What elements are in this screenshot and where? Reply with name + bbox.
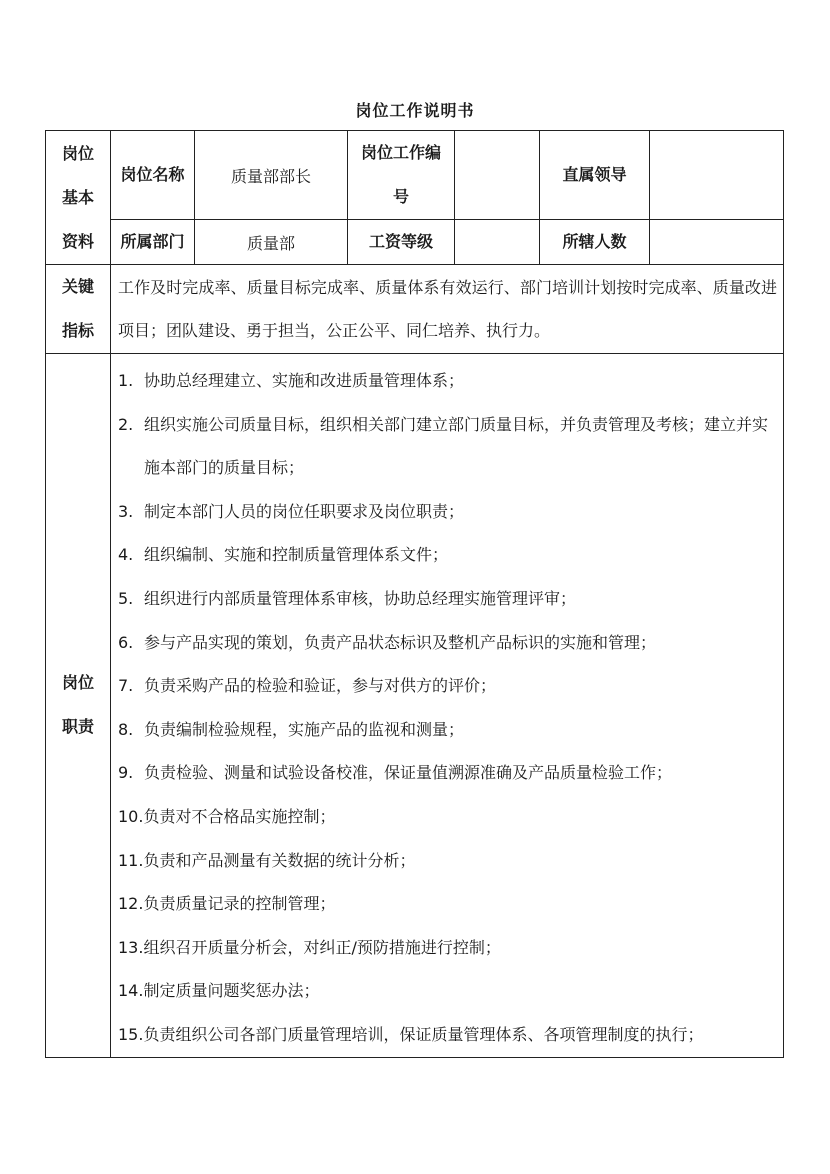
duty-text: 负责对不合格品实施控制； (143, 806, 336, 826)
salary-grade-value (455, 220, 540, 265)
kpi-row (46, 265, 784, 354)
duty-item (118, 708, 777, 752)
duty-item (118, 1013, 777, 1057)
basic-info-section-label (46, 131, 111, 265)
duty-text: 组织召开质量分析会，对纠正/预防措施进行控制； (143, 937, 501, 957)
duty-item (118, 533, 777, 577)
duty-item (118, 577, 777, 621)
duty-number: 3. (118, 501, 134, 521)
duties-list (118, 354, 777, 1057)
position-name-value: 质量部部长 (195, 131, 348, 220)
document-title: 岗位工作说明书 (355, 101, 475, 120)
duty-item (118, 926, 777, 970)
duty-text: 制定本部门人员的岗位任职要求及岗位职责； (144, 501, 465, 521)
duty-number: 4. (118, 545, 134, 565)
duty-text: 负责和产品测量有关数据的统计分析； (143, 850, 416, 870)
supervisor-value (650, 131, 784, 220)
basic-info-label-line1: 岗位 (61, 143, 94, 163)
duty-text: 协助总经理建立、实施和改进质量管理体系； (144, 371, 465, 390)
duty-text: 负责采购产品的检验和验证，参与对供方的评价； (144, 676, 497, 696)
duty-number: 11. (118, 850, 144, 870)
position-code-label-line2: 号 (392, 187, 409, 206)
duty-item (118, 751, 777, 795)
position-code-label (348, 131, 455, 220)
kpi-text: 工作及时完成率、质量目标完成率、质量体系有效运行、部门培训计划按时完成率、质量改进项目；团队建设、勇于担当，公正公平、同仁培养、执行力。 (111, 265, 784, 354)
duty-number: 14. (118, 981, 144, 1001)
duty-item (118, 664, 777, 708)
duties-section-label (46, 354, 111, 1058)
duty-number: 15. (118, 1024, 144, 1044)
duty-number: 1. (118, 371, 134, 390)
basic-info-label-line2: 基本 (61, 187, 94, 207)
kpi-label-line2: 指标 (61, 321, 94, 340)
duties-label-line2: 职责 (61, 717, 94, 737)
subordinates-value (650, 220, 784, 265)
duty-text: 组织进行内部质量管理体系审核，协助总经理实施管理评审； (144, 588, 577, 608)
duty-text: 组织编制、实施和控制质量管理体系文件； (144, 545, 449, 565)
duty-text: 负责检验、测量和试验设备校准，保证量值溯源准确及产品质量检验工作； (144, 763, 673, 783)
duty-text: 负责组织公司各部门质量管理培训，保证质量管理体系、各项管理制度的执行； (143, 1024, 704, 1044)
department-label: 所属部门 (111, 220, 195, 265)
kpi-label-line1: 关键 (61, 277, 94, 296)
duty-number: 5. (118, 588, 134, 608)
duty-number: 10. (118, 806, 144, 826)
subordinates-label: 所辖人数 (540, 220, 650, 265)
duty-text: 制定质量问题奖惩办法； (143, 981, 320, 1001)
duty-item (118, 969, 777, 1013)
position-code-value (455, 131, 540, 220)
duty-number: 7. (118, 676, 134, 696)
position-name-label: 岗位名称 (111, 131, 195, 220)
duty-item (118, 621, 777, 665)
duty-number: 9. (118, 763, 134, 783)
duty-item (118, 490, 777, 534)
duty-text: 参与产品实现的策划，负责产品状态标识及整机产品标识的实施和管理； (144, 632, 657, 652)
duties-row (46, 354, 784, 1058)
basic-info-row-2 (46, 220, 784, 265)
duty-item (118, 359, 777, 403)
duties-list-cell (111, 354, 784, 1058)
duty-text: 负责质量记录的控制管理； (143, 894, 336, 914)
duty-number: 13. (118, 937, 144, 957)
basic-info-row-1 (46, 131, 784, 220)
position-code-label-line1: 岗位工作编 (360, 143, 441, 162)
duty-item (118, 795, 777, 839)
duties-label-line1: 岗位 (61, 673, 94, 693)
salary-grade-label: 工资等级 (348, 220, 455, 265)
duty-text: 负责编制检验规程，实施产品的监视和测量； (144, 719, 465, 739)
duty-item (118, 882, 777, 926)
duty-text: 组织实施公司质量目标，组织相关部门建立部门质量目标，并负责管理及考核；建立并实施本部门的质量目标； (144, 414, 769, 478)
duty-item (118, 403, 777, 490)
duty-item (118, 839, 777, 883)
supervisor-label: 直属领导 (540, 131, 650, 220)
duty-number: 2. (118, 414, 134, 434)
kpi-section-label (46, 265, 111, 354)
duty-number: 8. (118, 719, 134, 739)
duty-number: 6. (118, 632, 134, 652)
department-value: 质量部 (195, 220, 348, 265)
duty-number: 12. (118, 894, 144, 914)
job-description-table (45, 130, 784, 1058)
basic-info-label-line3: 资料 (61, 231, 94, 251)
